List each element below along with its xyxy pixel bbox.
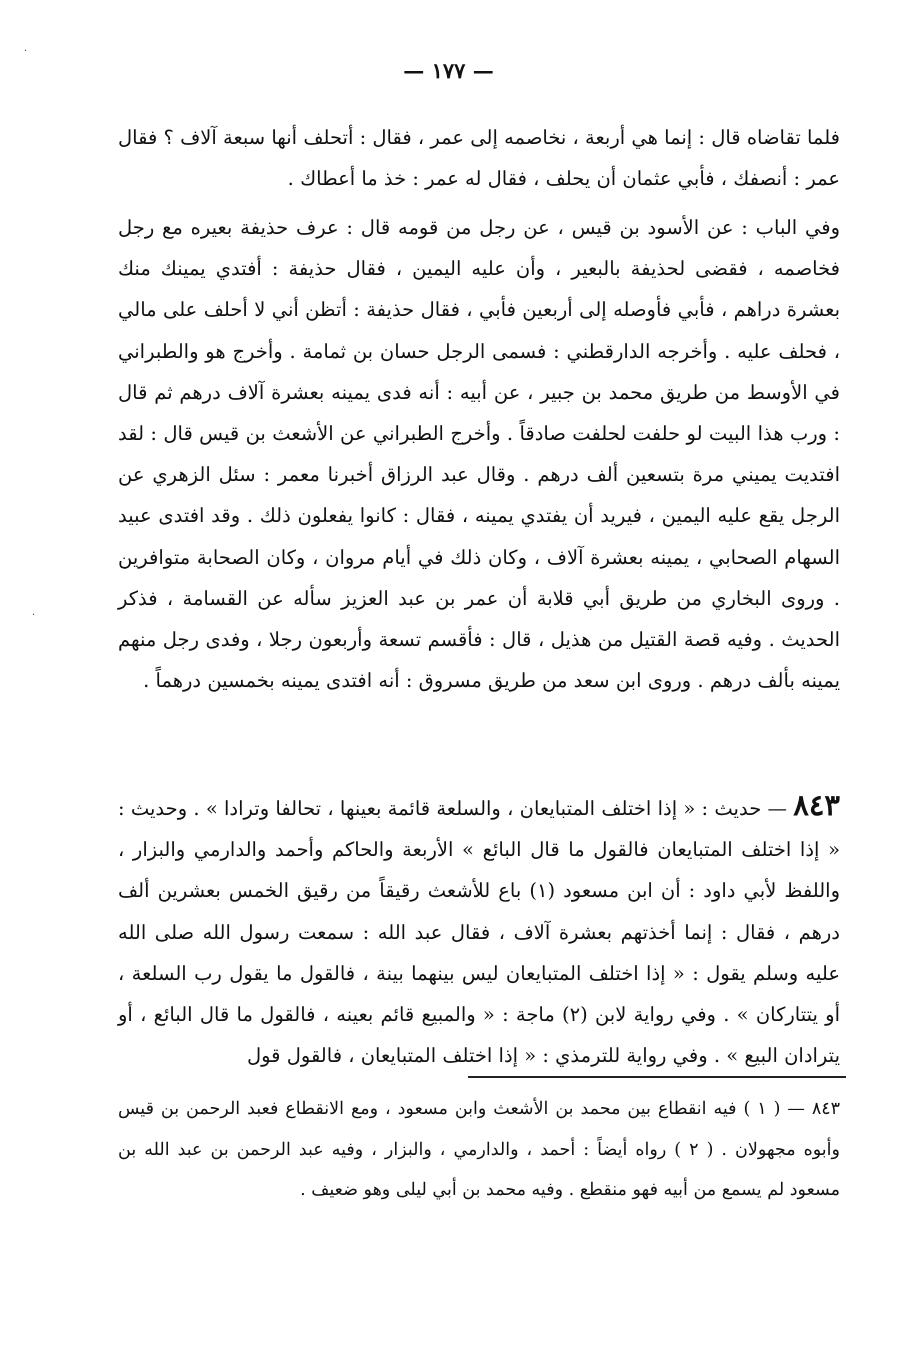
hadith-number: ٨٤٣ bbox=[793, 788, 841, 822]
hadith-text: — حديث : « إذا اختلف المتبايعان ، والسلعة قائمة بعينها ، تحالفا وترادا » . وحديث : « إذا اختلف المتبايعان فالقول ما قال البائع » الأربعة والحاكم وأحمد والدارمي والبزار ، واللفظ لأبي داود : أن ابن مسعود (١) باع للأشعث رقيقاً من رقيق الخمس بعشرين ألف درهم ، فقال : إنما أخذتهم بعشرة آلاف ، فقال عبد الله : سمعت رسول الله صلى الله عليه وسلم يقول : « إذا اختلف المتبايعان ليس بينهما بينة ، فالقول ما يقول رب السلعة ، أو يتتاركان » . وفي رواية لابن (٢) ماجة : « والمبيع قائم بعينه ، فالقول ما قال البائع ، أو يترادان البيع » . وفي رواية للترمذي : « إذا اختلف المتبايعان ، فالقول قول bbox=[118, 797, 840, 1068]
page-number: — ١٧٧ — bbox=[403, 58, 494, 83]
footnote-block: ٨٤٣ — ( ١ ) فيه انقطاع بين محمد بن الأشعث وابن مسعود ، ومع الانقطاع فعبد الرحمن بن قيس وأبوه مجهولان . ( ٢ ) رواه أيضاً : أحمد ، والدارمي ، والبزار ، وفيه عبد الرحمن بن عبد الله بن مسعود لم يسمع من أبيه فهو منقطع . وفيه محمد بن أبي ليلى وهو ضعيف . bbox=[118, 1099, 841, 1200]
scan-speck: · bbox=[24, 46, 28, 57]
hadith-entry bbox=[118, 788, 840, 1076]
paragraph-continuation: فلما تقاضاه قال : إنما هي أربعة ، نخاصمه إلى عمر ، فقال : أتحلف أنها سبعة آلاف ؟ فقال عمر : أنصفك ، فأبي عثمان أن يحلف ، فقال له عمر : خذ ما أعطاك . bbox=[118, 126, 840, 191]
paragraph-wafil-bab: وفي الباب : عن الأسود بن قيس ، عن رجل من قومه قال : عرف حذيفة بعيره مع رجل فخاصمه ، فقضى لحذيفة بالبعير ، وأن عليه اليمين ، فقال حذيفة : أفتدي يمينك منك بعشرة دراهم ، فأبي فأوصله إلى أربعين فأبي ، فقال حذيفة : أتظن أني لا أحلف على مالي ، فحلف عليه . وأخرجه الدارقطني : فسمى الرجل حسان بن ثمامة . وأخرج هو والطبراني في الأوسط من طريق محمد بن جبير ، عن أبيه : أنه فدى يمينه بعشرة آلاف درهم ثم قال : ورب هذا البيت لو حلفت لحلفت صادقاً . وأخرج الطبراني عن الأشعث بن قيس قال : لقد افتديت يميني مرة بتسعين ألف درهم . وقال عبد الرزاق أخبرنا معمر : سئل الزهري عن الرجل يقع عليه اليمين ، فيريد أن يفتدي يمينه ، فقال : كانوا يفعلون ذلك . وقد افتدى عبيد السهام الصحابي ، يمينه بعشرة آلاف ، وكان ذلك في أيام مروان ، وكان الصحابة متوافرين . وروى البخاري من طريق أبي قلابة أن عمر بن عبد العزيز سأله عن القسامة ، فذكر الحديث . وفيه قصة القتيل من هذيل ، قال : فأقسم تسعة وأربعون رجلا ، وفدى رجل منهم يمينه بألف درهم . وروى ابن سعد من طريق مسروق : أنه افتدى يمينه بخمسين درهماً . bbox=[118, 216, 840, 693]
footnote-divider bbox=[468, 1076, 846, 1078]
scan-speck: · bbox=[32, 610, 36, 621]
